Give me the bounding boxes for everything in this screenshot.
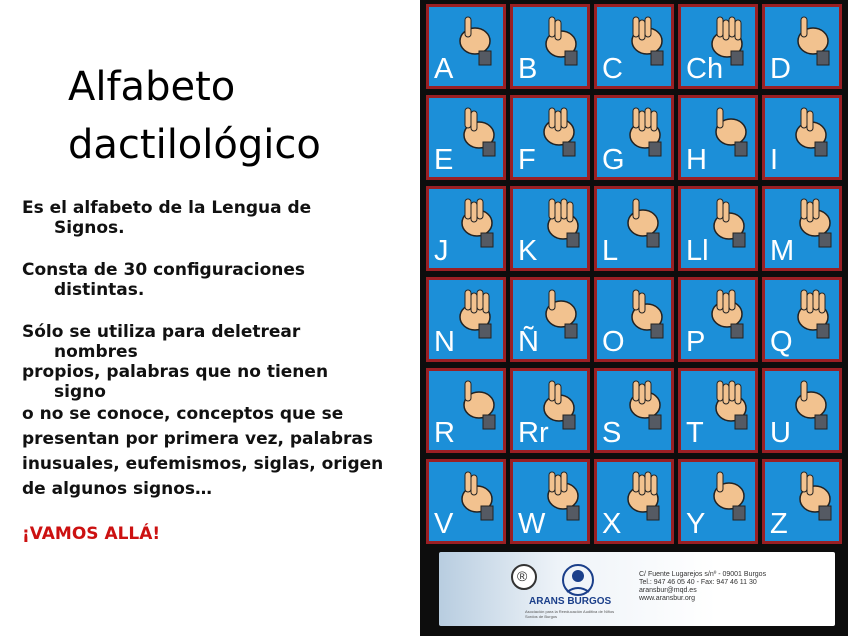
slide-title <box>68 58 321 174</box>
sign-cell-e <box>426 95 506 180</box>
sign-letter-label: B <box>518 53 538 85</box>
sign-cell-d <box>762 4 842 89</box>
slide-text-panel <box>0 0 420 636</box>
sign-cell-r <box>426 368 506 453</box>
sign-letter-label: A <box>434 53 454 85</box>
sign-cell-s <box>594 368 674 453</box>
sign-cell-o <box>594 277 674 362</box>
sign-cell-f <box>510 95 590 180</box>
sign-letter-label: Rr <box>518 417 549 449</box>
sign-cell-ch <box>678 4 758 89</box>
sign-letter-label: L <box>602 235 619 267</box>
sign-letter-label: E <box>434 144 454 176</box>
paragraph-count <box>22 260 417 300</box>
sign-cell-u <box>762 368 842 453</box>
registered-logo <box>511 564 537 590</box>
text-line: nombres <box>54 342 138 362</box>
text-line: Es el alfabeto de la Lengua de <box>22 198 312 218</box>
paragraph-definition <box>22 198 417 238</box>
sign-letter-label: T <box>686 417 704 449</box>
text-line: de algunos signos… <box>22 479 213 499</box>
alphabet-panel <box>420 0 848 636</box>
sign-cell-p <box>678 277 758 362</box>
sign-cell-v <box>426 459 506 544</box>
sign-letter-label: X <box>602 508 622 540</box>
sign-cell-rr <box>510 368 590 453</box>
sign-cell-j <box>426 186 506 271</box>
sign-cell-t <box>678 368 758 453</box>
text-line: propios, palabras que no tienen <box>22 362 329 382</box>
sign-cell-ll <box>678 186 758 271</box>
sign-letter-label: Ll <box>686 235 709 267</box>
sign-cell-x <box>594 459 674 544</box>
sign-letter-label: H <box>686 144 707 176</box>
sign-letter-label: U <box>770 417 791 449</box>
sign-cell-k <box>510 186 590 271</box>
sign-cell-h <box>678 95 758 180</box>
sign-cell-c <box>594 4 674 89</box>
contact-line: www.aransbur.org <box>639 595 696 602</box>
org-subtitle: Asociación para la Reeducación Auditiva de Niños Sordos de Burgos <box>525 609 615 619</box>
sign-cell-q <box>762 277 842 362</box>
slide-body <box>22 198 417 566</box>
sign-letter-label: F <box>518 144 536 176</box>
sign-letter-label: Ch <box>686 53 724 85</box>
sign-letter-label: J <box>434 235 449 267</box>
contact-line: C/ Fuente Lugarejos s/nº - 09001 Burgos <box>639 571 767 578</box>
sign-letter-label: N <box>434 326 455 358</box>
sign-letter-label: I <box>770 144 779 176</box>
text-line: inusuales, eufemismos, siglas, origen <box>22 454 384 474</box>
title-line-2: dactilológico <box>68 122 321 168</box>
sign-cell-n <box>426 277 506 362</box>
sign-cell-b <box>510 4 590 89</box>
sign-letter-label: M <box>770 235 795 267</box>
contact-line: aransbur@mqd.es <box>639 587 697 594</box>
text-line: presentan por primera vez, palabras <box>22 429 373 449</box>
sign-cell-w <box>510 459 590 544</box>
sign-letter-label: V <box>434 508 454 540</box>
contact-line: Tel.: 947 46 05 40 - Fax: 947 46 11 30 <box>639 579 757 586</box>
registered-mark: ® <box>517 568 528 584</box>
text-line: o no se conoce, conceptos que se <box>22 404 344 424</box>
sign-letter-label: Y <box>686 508 706 540</box>
sign-letter-label: R <box>434 417 455 449</box>
sign-cell-z <box>762 459 842 544</box>
sign-cell-m <box>762 186 842 271</box>
sign-letter-label: W <box>518 508 546 540</box>
org-name: ARANS BURGOS <box>529 596 612 607</box>
sign-letter-label: D <box>770 53 791 85</box>
sign-letter-label: O <box>602 326 625 358</box>
call-to-action: ¡VAMOS ALLÁ! <box>22 524 161 544</box>
sign-cell-l <box>594 186 674 271</box>
sign-letter-label: C <box>602 53 623 85</box>
sign-letter-label: S <box>602 417 622 449</box>
title-line-1: Alfabeto <box>68 64 236 110</box>
text-line: signo <box>54 382 106 402</box>
sign-cell-ñ <box>510 277 590 362</box>
sign-letter-label: G <box>602 144 625 176</box>
sign-letter-label: Q <box>770 326 793 358</box>
paragraph-usage <box>22 322 417 502</box>
sign-cell-i <box>762 95 842 180</box>
text-line: Sólo se utiliza para deletrear <box>22 322 301 342</box>
sign-cell-a <box>426 4 506 89</box>
text-line: Consta de 30 configuraciones <box>22 260 306 280</box>
sign-letter-label: Z <box>770 508 788 540</box>
text-line: Signos. <box>54 218 125 238</box>
sign-cell-y <box>678 459 758 544</box>
sign-letter-label: K <box>518 235 538 267</box>
sign-letter-label: P <box>686 326 706 358</box>
sign-alphabet-grid <box>426 4 846 548</box>
text-line: distintas. <box>54 280 145 300</box>
sign-letter-label: Ñ <box>518 326 539 358</box>
contact-info <box>639 571 766 603</box>
sponsor-banner <box>439 552 835 626</box>
sign-cell-g <box>594 95 674 180</box>
